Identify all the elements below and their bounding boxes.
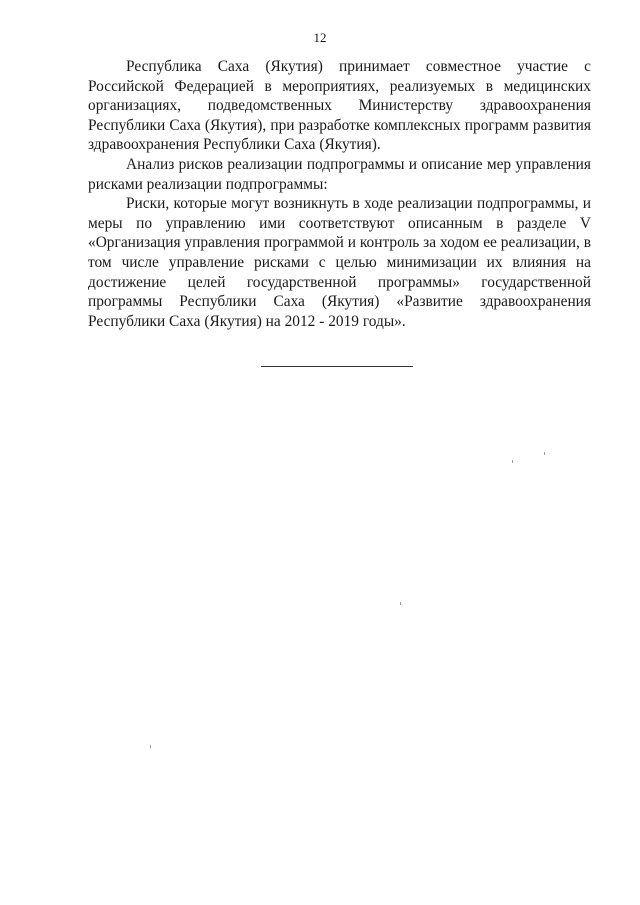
end-of-text-rule xyxy=(261,366,413,367)
scan-speck xyxy=(544,452,545,455)
paragraph-risk-management: Риски, которые могут возникнуть в ходе реализации подпрограммы, и меры по управлению ими соответствуют описанным в разделе V «Организация управления программой и контроль за ходом ее реализации, в том числе управление рисками с целью минимизации их влияния на достижение целей государственной программы» государственной программы Республики Саха (Якутия) «Развитие здравоохранения Республики Саха (Якутия) на 2012 - 2019 годы». xyxy=(88,195,591,330)
document-body xyxy=(88,57,591,331)
scan-speck xyxy=(512,460,513,463)
page-number: 12 xyxy=(313,30,327,45)
scan-speck xyxy=(400,602,401,605)
paragraph-cooperation: Республика Саха (Якутия) принимает совместное участие с Российской Федерацией в мероприятиях, реализуемых в медицинских организациях, подведомственных Министерству здравоохранения Республики Саха (Якутия), при разработке комплексных программ развития здравоохранения Республики Саха (Якутия). xyxy=(88,58,591,154)
scan-speck xyxy=(150,745,151,748)
paragraph-risk-analysis-heading: Анализ рисков реализации подпрограммы и описание мер управления рисками реализации подпрограммы: xyxy=(88,155,591,193)
